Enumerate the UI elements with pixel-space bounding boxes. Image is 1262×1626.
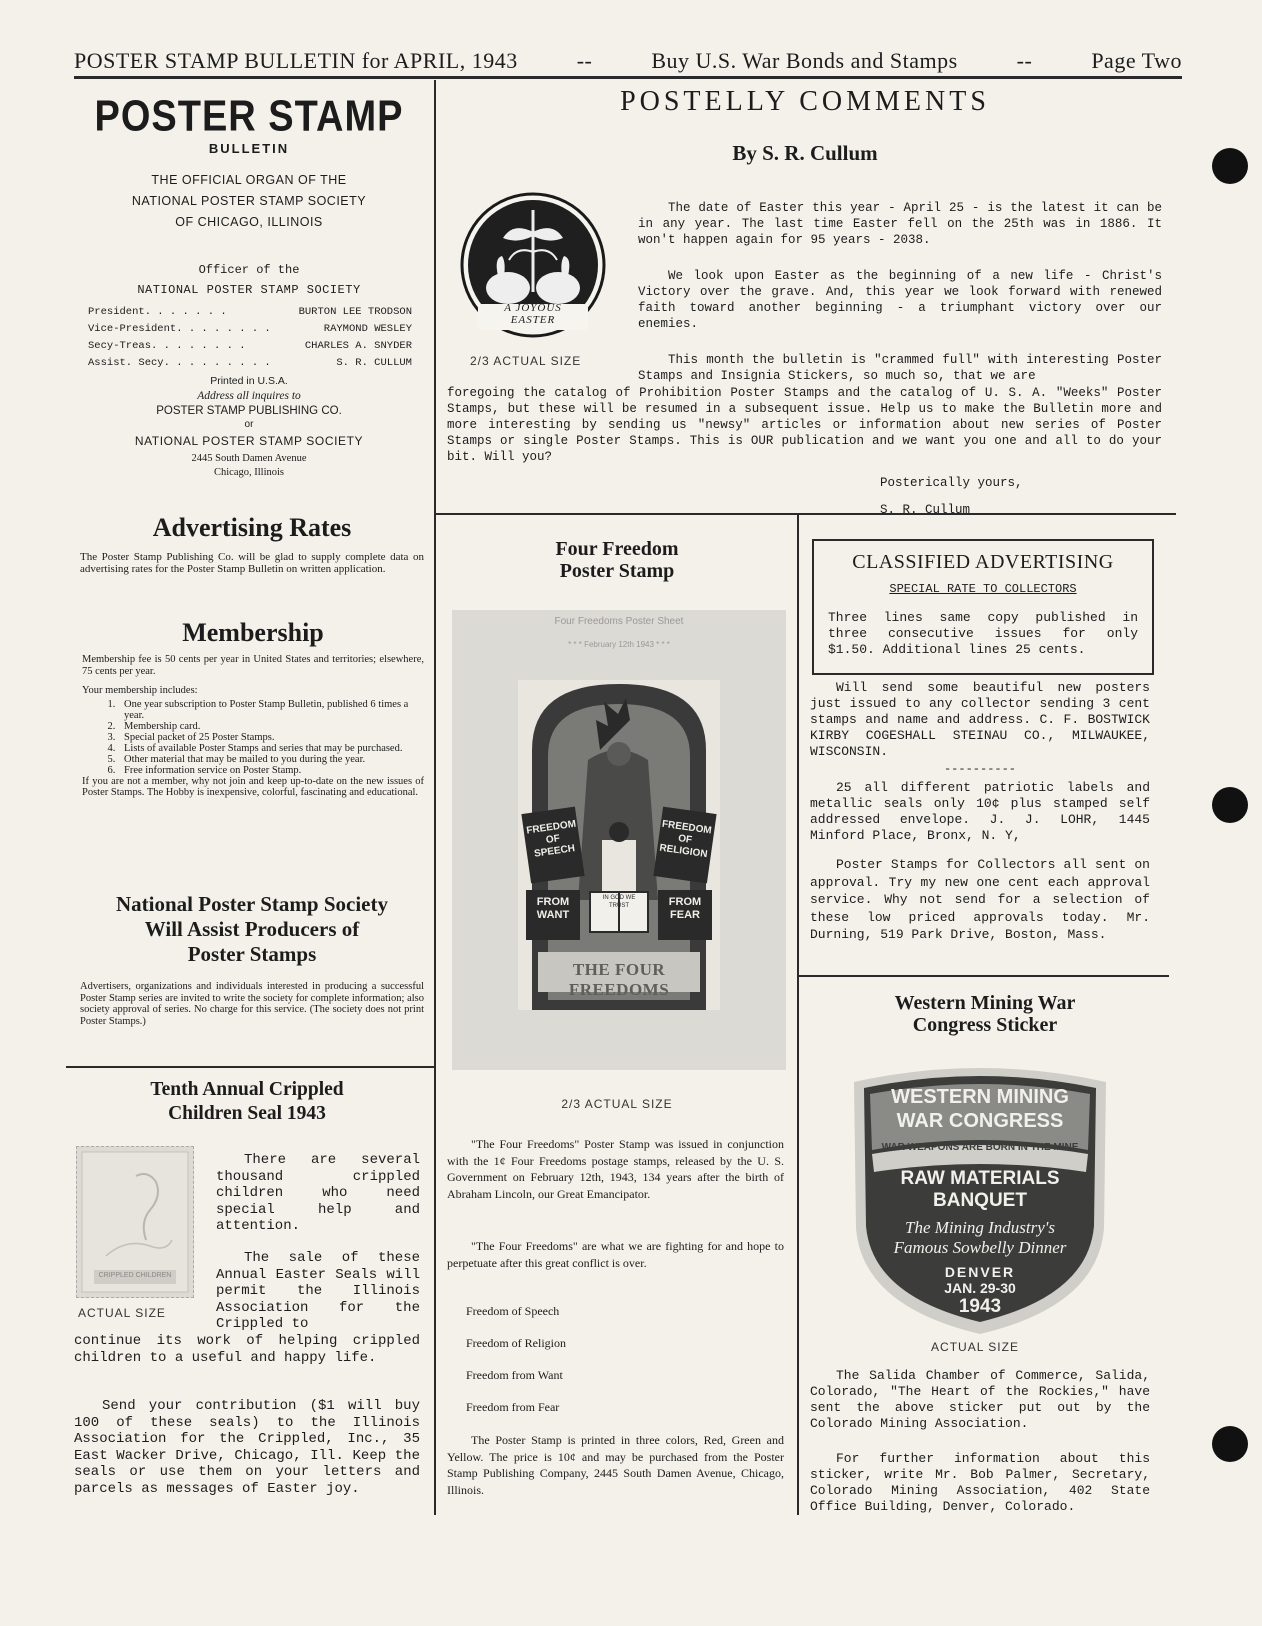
postelly-signature: S. R. Cullum [880,503,971,517]
classified-divider: ---------- [943,762,1016,776]
postelly-byline: By S. R. Cullum [732,141,878,165]
crippled-p2b: continue its work of helping crippled children to a useful and happy life. [74,1333,420,1366]
stamp-book-text: IN GOD WE TRUST [602,895,636,909]
assist-section [80,892,424,1027]
postelly-p2: We look upon Easter as the beginning of a new life - Christ's Victory over the grave. And, this year we look forward with renewed faith toward another beginning - a triumphant victory over our enemies. [638,269,1162,331]
column-divider-left [434,80,436,1515]
classified-bottom-rule [797,975,1169,977]
sticker-line: JAN. 29-30 [944,1280,1016,1296]
assist-heading: National Poster Stamp Society Will Assist Producers of Poster Stamps [115,892,388,966]
freedom-item: Freedom from Fear [466,1400,560,1414]
sheet-date: * * * February 12th 1943 * * * [568,640,670,649]
sticker-line: The Mining Industry's [904,1218,1056,1237]
easter-stamp-label: A JOYOUS EASTER [504,302,562,326]
four-freedom-p3: The Poster Stamp is printed in three colors, Red, Green and Yellow. The price is 10¢ and may be purchased from the Poster Stamp Publishing Company, 2445 South Damen Avenue, Chicago, Illinois. [447,1433,784,1497]
page-header [74,44,1182,74]
crippled-p3: Send your contribution ($1 will buy 100 of these seals) to the Illinois Association for the Crippled, Inc., 35 East Wacker Drive, Chicago, Ill. Keep the seals or use them on your letters and parcels as messages of Easter joy. [74,1398,420,1497]
easter-caption: 2/3 ACTUAL SIZE [470,354,582,368]
header-separator: -- [576,48,593,73]
crippled-heading: Tenth Annual Crippled Children Seal 1943 [150,1079,344,1124]
freedom-item: Freedom of Religion [466,1336,566,1350]
organ-line: THE OFFICIAL ORGAN OF THE [151,173,347,187]
seal-label: CRIPPLED CHILDREN [98,1272,172,1279]
crippled-caption: ACTUAL SIZE [78,1306,166,1320]
postelly-p3a: This month the bulletin is "crammed full" with interesting Poster Stamps and Insignia Stickers, so much so, that we are [638,353,1162,383]
street-address: 2445 South Damen Avenue [191,453,307,464]
sticker-line: 1943 [958,1296,1002,1317]
advertising-body: The Poster Stamp Publishing Co. will be glad to supply complete data on advertising rates for the Poster Stamp Bulletin on written application. [80,551,424,575]
organ-line: NATIONAL POSTER STAMP SOCIETY [131,194,367,208]
mining-caption: ACTUAL SIZE [931,1340,1019,1354]
sticker-line: WAR CONGRESS [896,1110,1064,1132]
stamp-label-speech: FREEDOM OF SPEECH [525,818,577,860]
official-organ [66,170,432,233]
postelly-heading: POSTELLY COMMENTS [620,86,990,117]
freedom-list [466,1304,766,1432]
stamp-label-want: FROM WANT [536,896,570,921]
mining-heading: Western Mining War Congress Sticker [894,992,1076,1036]
list-item: 5. Other material that may be mailed to you during the year. [118,754,424,765]
organ-line: OF CHICAGO, ILLINOIS [175,215,323,229]
officer-row: Vice-President. . . . . . . . RAYMOND WESLEY [88,322,412,335]
mining-p2: For further information about this sticker, write Mr. Bob Palmer, Secretary, Colorado Mining Association, 402 State Office Building, Denver, Colorado. [810,1451,1150,1514]
society-name: NATIONAL POSTER STAMP SOCIETY [134,434,364,448]
classified-rate: Three lines same copy published in three consecutive issues for only $1.50. Additional lines 25 cents. [828,610,1138,657]
list-item: 3. Special packet of 25 Poster Stamps. [118,732,424,743]
membership-heading: Membership [182,618,324,647]
classified-ad: Will send some beautiful new posters just issued to any collector sending 3 cent stamps and name and address. C. F. BOSTWICK KIRBY COGESHALL STEINAU CO., MILWAUKEE, WISCONSIN. [810,680,1150,759]
four-freedom-p2: "The Four Freedoms" are what we are fighting for and hope to perpetuate after this great conflict is over. [447,1239,784,1270]
left-column-rule [66,1066,434,1068]
list-item: 2. Membership card. [118,721,424,732]
publishing-co: POSTER STAMP PUBLISHING CO. [156,405,342,417]
sticker-line: BANQUET [933,1190,1027,1211]
sticker-line: Famous Sowbelly Dinner [893,1238,1067,1257]
header-slogan: Buy U.S. War Bonds and Stamps [651,48,958,73]
classified-box [812,539,1154,675]
four-freedom-p1: "The Four Freedoms" Poster Stamp was issued in conjunction with the 1¢ Four Freedoms postage stamps, released by the U. S. Government on February 12th, 1943, 134 years after the birth of Abraham Lincoln, our Great Emancipator. [447,1137,784,1201]
stamp-label-religion: FREEDOM OF RELIGION [658,818,713,861]
freedom-item: Freedom of Speech [466,1304,560,1318]
header-rule [74,76,1182,79]
crippled-p1: There are several thousand crippled children who need special help and attention. [216,1152,420,1234]
sticker-line: DENVER [944,1264,1016,1280]
address-line: Address all inquires to [197,390,301,402]
header-separator: -- [1016,48,1033,73]
classified-subheading: SPECIAL RATE TO COLLECTORS [889,582,1077,596]
printed-in: Printed in U.S.A. [210,375,288,387]
mining-p1: The Salida Chamber of Commerce, Salida, Colorado, "The Heart of the Rockies," have sent the above sticker put out by the Colorado Mining Association. [810,1368,1150,1431]
masthead-subtitle: BULLETIN [208,141,290,156]
assist-body: Advertisers, organizations and individuals interested in producing a successful Poster Stamp series are invited to write the society for complete information; also society approval of series. No charge for this service. (The society does not print Poster Stamps.) [80,981,424,1027]
sheet-title: Four Freedoms Poster Sheet [554,616,684,627]
stamp-label-fear: FROM FEAR [668,896,702,921]
header-page-number: Page Two [1091,48,1182,73]
stamp-banner: THE FOUR FREEDOMS [568,960,670,999]
postelly-p1: The date of Easter this year - April 25 - is the latest it can be in any year. The last time Easter fell on the 25th was in 1886. It won't happen again for 95 years - 2038. [638,201,1162,247]
sticker-line: WESTERN MINING [891,1086,1069,1108]
advertising-section [80,513,424,575]
crippled-seal-image [76,1146,194,1298]
binder-hole-top [1212,148,1248,184]
officer-row: President. . . . . . . BURTON LEE TRODSON [88,305,412,318]
officer-row: Assist. Secy. . . . . . . . . S. R. CULLUM [88,356,412,369]
crippled-p2a: The sale of these Annual Easter Seals will permit the Illinois Association for the Crippled to [216,1250,420,1332]
column-divider-right [797,515,799,1515]
binder-hole-middle [1212,787,1248,823]
crippled-section [74,1078,420,1497]
sticker-line: WAR WEAPONS ARE BORN IN THE MINE [881,1142,1079,1153]
four-freedom-caption: 2/3 ACTUAL SIZE [561,1097,673,1111]
list-item: 1. One year subscription to Poster Stamp Bulletin, published 6 times a year. [118,699,424,721]
membership-closing: If you are not a member, why not join and keep up-to-date on the new issues of Poster Stamps. The Hobby is inexpensive, colorful, fascinating and educational. [82,775,424,798]
postelly-signoff: Posterically yours, [880,476,1023,490]
city-address: Chicago, Illinois [214,467,284,478]
postelly-bottom-rule [436,513,1176,515]
mining-sticker [848,1058,1112,1336]
freedom-item: Freedom from Want [466,1368,563,1382]
easter-stamp-image [460,192,606,338]
header-title: POSTER STAMP BULLETIN for APRIL, 1943 [74,48,518,73]
officer-heading: Officer of the [198,263,300,277]
membership-list [82,699,424,776]
binder-hole-bottom [1212,1426,1248,1462]
masthead-title: POSTER STAMP [94,92,404,142]
postelly-p3b: foregoing the catalog of Prohibition Poster Stamps and the catalog of U. S. A. "Weeks" Poster Stamps, but these will be resumed in a subsequent issue. Help us to make the Bulletin more and more interesting by sending us "newsy" articles or information about new series of Poster Stamps or single Poster Stamps. This is OUR publication and we want you one and all to do your bit. Will you? [447,386,1162,464]
membership-intro: Membership fee is 50 cents per year in United States and territories; elsewhere, 75 cents per year. [82,654,424,677]
list-item: 4. Lists of available Poster Stamps and series that may be purchased. [118,743,424,754]
officer-list [66,303,432,371]
membership-includes: Your membership includes: [82,685,198,696]
or-text: or [244,419,254,430]
officer-society: NATIONAL POSTER STAMP SOCIETY [137,283,361,297]
list-item: 6. Free information service on Poster Stamp. [118,765,424,776]
four-freedom-sheet [452,610,786,1070]
officer-row: Secy-Treas. . . . . . . . CHARLES A. SNYDER [88,339,412,352]
sticker-line: RAW MATERIALS [900,1168,1060,1189]
masthead [66,92,432,478]
classified-ad: Poster Stamps for Collectors all sent on approval. Try my new one cent each approval service. Why not send for a selection of these low priced approvals today. Mr. Durning, 519 Park Drive, Boston, Mass. [810,857,1150,942]
classified-heading: CLASSIFIED ADVERTISING [852,551,1114,573]
advertising-heading: Advertising Rates [152,513,352,542]
four-freedom-heading: Four Freedom Poster Stamp [555,538,679,582]
membership-section [82,618,424,799]
classified-ad: 25 all different patriotic labels and metallic seals only 10¢ plus stamped self addressed envelope. J. J. LOHR, 1445 Minford Place, Bronx, N. Y, [810,780,1150,843]
